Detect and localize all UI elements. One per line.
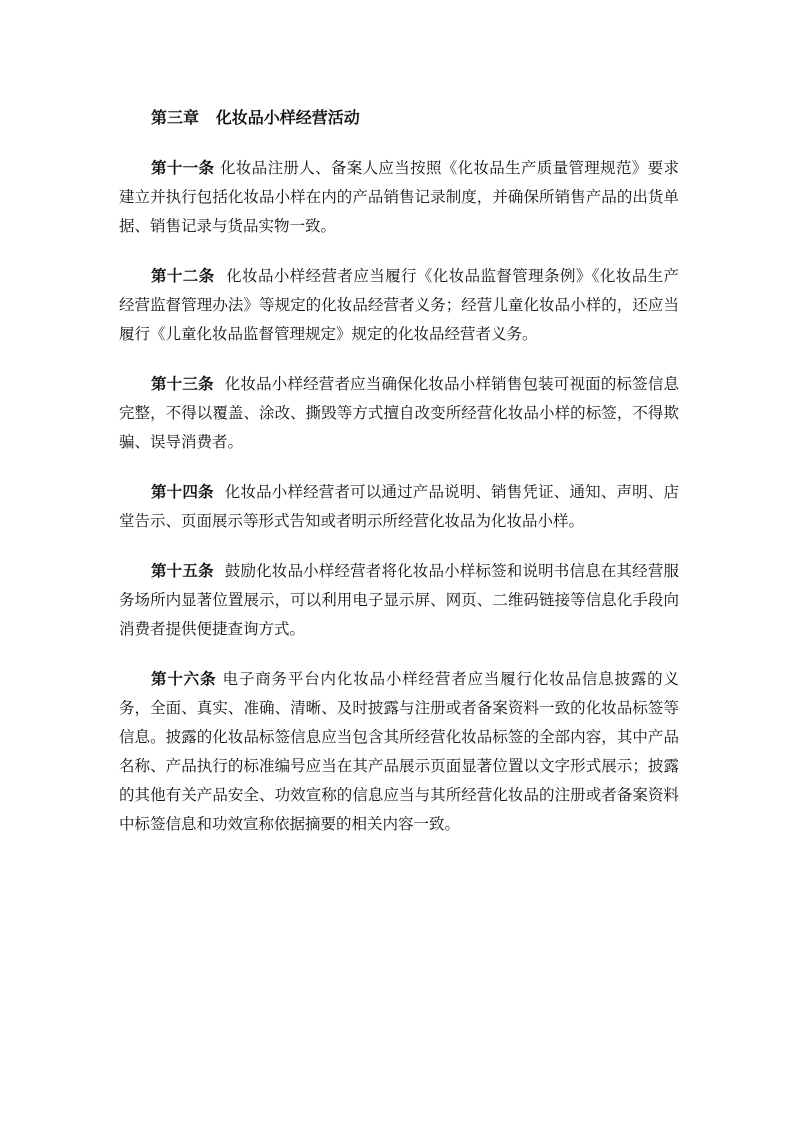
article-13 (119, 370, 679, 457)
article-label: 第十四条 (151, 483, 225, 501)
article-12 (119, 262, 679, 349)
article-text: 电子商务平台内化妆品小样经营者应当履行化妆品信息披露的义务，全面、真实、准确、清晰、及时披露与注册或者备案资料一致的化妆品标签等信息。披露的化妆品标签信息应当包含其所经营化妆品标签的全部内容，其中产品名称、产品执行的标准编号应当在其产品展示页面显著位置以文字形式展示；披露的其他有关产品安全、功效宣称的信息应当与其所经营化妆品的注册或者备案资料中标签信息和功效宣称依据摘要的相关内容一致。 (119, 670, 679, 833)
article-text: 化妆品注册人、备案人应当按照《化妆品生产质量管理规范》要求建立并执行包括化妆品小样在内的产品销售记录制度，并确保所销售产品的出货单据、销售记录与货品实物一致。 (119, 159, 679, 235)
article-label: 第十三条 (151, 375, 225, 393)
article-label: 第十二条 (151, 267, 227, 285)
article-15 (119, 557, 679, 644)
chapter-title: 第三章 化妆品小样经营活动 (151, 108, 360, 127)
article-11 (119, 154, 679, 241)
article-text: 化妆品小样经营者应当确保化妆品小样销售包装可视面的标签信息完整，不得以覆盖、涂改、撕毁等方式擅自改变所经营化妆品小样的标签，不得欺骗、误导消费者。 (119, 375, 679, 451)
article-label: 第十五条 (151, 562, 225, 580)
article-label: 第十一条 (151, 159, 221, 177)
article-text: 鼓励化妆品小样经营者将化妆品小样标签和说明书信息在其经营服务场所内显著位置展示，可以利用电子显示屏、网页、二维码链接等信息化手段向消费者提供便捷查询方式。 (119, 562, 679, 638)
document-content (119, 103, 679, 860)
article-16 (119, 665, 679, 839)
article-text: 化妆品小样经营者可以通过产品说明、销售凭证、通知、声明、店堂告示、页面展示等形式告知或者明示所经营化妆品为化妆品小样。 (119, 483, 679, 530)
article-label: 第十六条 (151, 670, 223, 688)
article-text: 化妆品小样经营者应当履行《化妆品监督管理条例》《化妆品生产经营监督管理办法》等规定的化妆品经营者义务；经营儿童化妆品小样的，还应当履行《儿童化妆品监督管理规定》规定的化妆品经营者义务。 (119, 267, 679, 343)
article-14 (119, 478, 679, 536)
